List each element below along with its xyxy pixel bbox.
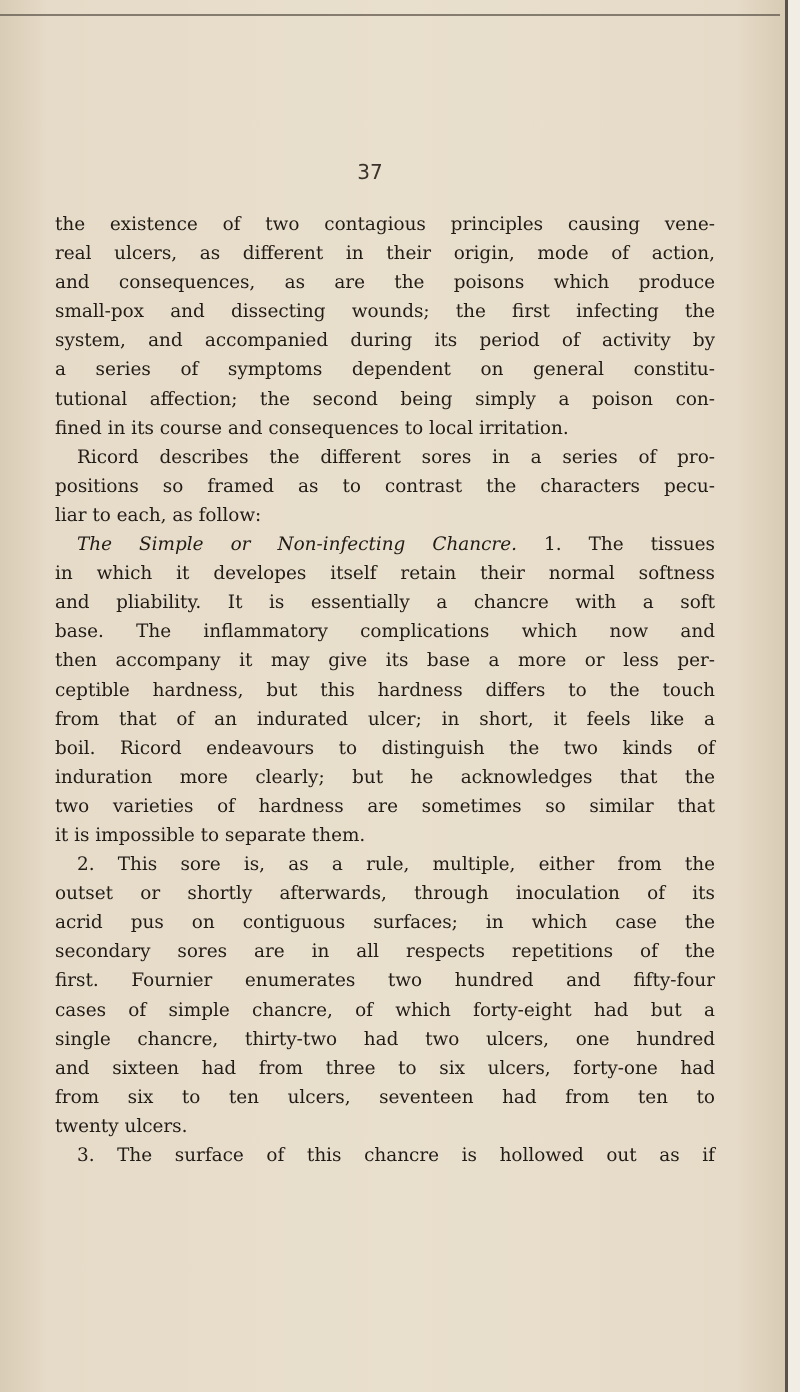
line-text: twenty ulcers. <box>55 1115 188 1137</box>
text-line <box>55 239 715 268</box>
line-text: small-pox and dissecting wounds; the first infecting the <box>55 301 715 323</box>
page-margin-strip <box>788 0 800 1392</box>
text-line <box>55 996 715 1025</box>
line-text: 2. This sore is, as a rule, multiple, either from the <box>77 854 715 876</box>
line-text: it is impossible to separate them. <box>55 824 366 846</box>
text-line <box>55 501 715 530</box>
line-text: single chancre, thirty-two had two ulcers, one hundred <box>55 1028 715 1050</box>
text-line <box>55 414 715 443</box>
text-line <box>55 210 715 239</box>
line-text: two varieties of hardness are sometimes so similar that <box>55 795 715 817</box>
line-text: first. Fournier enumerates two hundred and fifty-four <box>55 970 715 992</box>
line-text: system, and accompanied during its period of activity by <box>55 330 715 352</box>
line-text: and pliability. It is essentially a chancre with a soft <box>55 592 715 614</box>
text-line <box>55 705 715 734</box>
line-text: boil. Ricord endeavours to distinguish the two kinds of <box>55 737 715 759</box>
line-text: Ricord describes the different sores in a series of pro- <box>77 446 715 468</box>
line-text: real ulcers, as different in their origin, mode of action, <box>55 243 715 265</box>
text-line <box>55 472 715 501</box>
text-line <box>55 850 715 879</box>
text-line <box>55 268 715 297</box>
text-line <box>55 1141 715 1170</box>
line-text: then accompany it may give its base a more or less per- <box>55 650 715 672</box>
line-text: tutional affection; the second being simply a poison con- <box>55 388 715 410</box>
text-line <box>55 1112 715 1141</box>
line-text: 3. The surface of this chancre is hollowed out as if <box>77 1145 715 1166</box>
text-line <box>55 937 715 966</box>
line-text: acrid pus on contiguous surfaces; in which case the <box>55 912 715 934</box>
line-text: outset or shortly afterwards, through inoculation of its <box>55 883 715 905</box>
text-line <box>55 443 715 472</box>
line-text: in which it developes itself retain their normal softness <box>55 563 715 585</box>
line-text: positions so framed as to contrast the characters pecu- <box>55 475 715 497</box>
section-heading: The Simple or Non-infecting Chancre. <box>77 534 517 556</box>
line-text: secondary sores are in all respects repetitions of the <box>55 941 715 963</box>
text-line <box>55 908 715 937</box>
text-line <box>55 966 715 995</box>
text-line <box>55 297 715 326</box>
page-edge-line <box>0 14 780 16</box>
text-line <box>55 792 715 821</box>
text-line <box>55 676 715 705</box>
text-line <box>55 1054 715 1083</box>
line-text: a series of symptoms dependent on general constitu- <box>55 359 715 381</box>
book-spine-edge <box>785 0 788 1392</box>
body-text <box>55 210 715 1170</box>
text-line <box>55 530 715 559</box>
text-line <box>55 1083 715 1112</box>
text-line <box>55 355 715 384</box>
text-line <box>55 821 715 850</box>
text-line <box>55 326 715 355</box>
line-text: the existence of two contagious principles causing vene- <box>55 214 715 235</box>
line-text: and sixteen had from three to six ulcers, forty-one had <box>55 1057 715 1079</box>
text-line <box>55 646 715 675</box>
line-text: ceptible hardness, but this hardness differs to the touch <box>55 679 715 701</box>
text-line <box>55 588 715 617</box>
line-text: from that of an indurated ulcer; in short, it feels like a <box>55 708 715 730</box>
text-line <box>55 879 715 908</box>
line-text: induration more clearly; but he acknowledges that the <box>55 766 715 788</box>
line-text: cases of simple chancre, of which forty-eight had but a <box>55 999 715 1021</box>
text-line <box>55 1025 715 1054</box>
text-line <box>55 559 715 588</box>
line-text: 1. The tissues <box>516 534 715 556</box>
line-text: from six to ten ulcers, seventeen had from ten to <box>55 1086 715 1108</box>
line-text: liar to each, as follow: <box>55 504 262 526</box>
line-text: base. The inflammatory complications which now and <box>55 621 715 643</box>
text-line <box>55 763 715 792</box>
text-line <box>55 385 715 414</box>
page-number: 37 <box>357 160 383 184</box>
line-text: and consequences, as are the poisons which produce <box>55 272 715 294</box>
text-line <box>55 734 715 763</box>
line-text: fined in its course and consequences to local irritation. <box>55 417 569 439</box>
text-line <box>55 617 715 646</box>
